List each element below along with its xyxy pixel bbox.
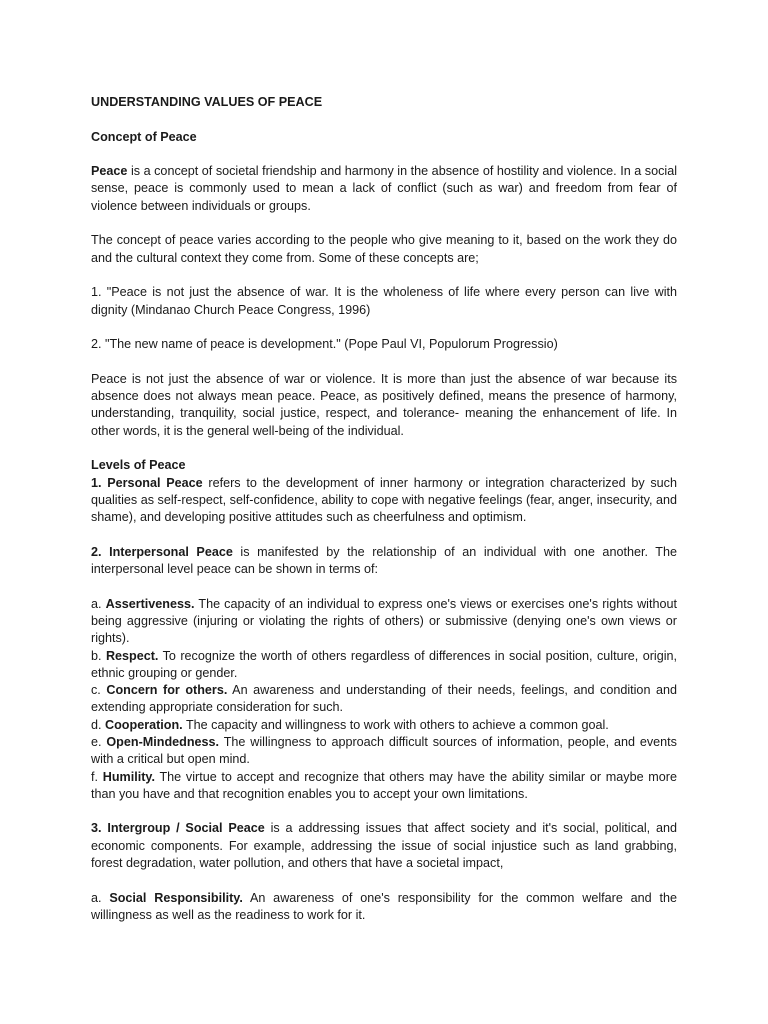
concept-varies-paragraph: The concept of peace varies according to the people who give meaning to it, based on the work they do and the cultural context they come from. Some of these concepts are; [91,233,677,265]
trait-social-responsibility: a. Social Responsibility. An awareness of one's responsibility for the common welfare and the willingness as well as the readiness to work for it. [91,890,677,922]
peace-meaning-paragraph: Peace is not just the absence of war or violence. It is more than just the absence of war because its absence does not always mean peace. Peace, as positively defined, means the presence of harmony, understanding, tranquility, social justice, respect, and tolerance- meaning the enhancement of life. In other words, it is the general well-being of the individual. [91,371,677,438]
trait-humility: f. Humility. The virtue to accept and recognize that others may have the ability similar or maybe more than you have and that recognition enables you to accept your own limitations. [91,769,677,801]
document-title: UNDERSTANDING VALUES OF PEACE [91,95,323,109]
quote-2: 2. "The new name of peace is development." (Pope Paul VI, Populorum Progressio) [91,337,558,352]
trait-respect: b. Respect. To recognize the worth of others regardless of differences in social position, culture, origin, ethnic grouping or gender. [91,648,677,680]
interpersonal-peace-paragraph: 2. Interpersonal Peace is manifested by the relationship of an individual with one another. The interpersonal level peace can be shown in terms of: [91,544,677,577]
document-page [91,94,677,924]
trait-assertiveness: a. Assertiveness. The capacity of an individual to express one's views or exercises one's rights without being aggressive (injuring or violating the rights of others) or submissive (denying one's own views or rights). [91,596,677,646]
trait-cooperation: d. Cooperation. The capacity and willingness to work with others to achieve a common goal. [91,717,609,732]
intergroup-peace-paragraph: 3. Intergroup / Social Peace is a addressing issues that affect society and it's social, political, and economic components. For example, addressing the issue of social injustice such as land grabbing, forest degradation, water pollution, and others that have a societal impact, [91,821,677,871]
peace-definition-paragraph: Peace is a concept of societal friendship and harmony in the absence of hostility and violence. In a social sense, peace is commonly used to mean a lack of conflict (such as war) and freedom from fear of violence between individuals or groups. [91,164,677,213]
trait-open-mindedness: e. Open-Mindedness. The willingness to approach difficult sources of information, people, and events with a critical but open mind. [91,734,677,767]
personal-peace-paragraph: 1. Personal Peace refers to the development of inner harmony or integration characterized by such qualities as self-respect, self-confidence, ability to cope with negative feelings (fear, anger, insecurity, and shame), and developing positive attitudes such as cheerfulness and optimism. [91,475,677,525]
quote-1: 1. "Peace is not just the absence of war. It is the wholeness of life where every person can live with dignity (Mindanao Church Peace Congress, 1996) [91,285,677,317]
levels-heading: Levels of Peace [91,458,186,473]
trait-concern-for-others: c. Concern for others. An awareness and understanding of their needs, feelings, and condition and extending appropriate consideration for such. [91,683,678,715]
concept-heading: Concept of Peace [91,129,197,144]
